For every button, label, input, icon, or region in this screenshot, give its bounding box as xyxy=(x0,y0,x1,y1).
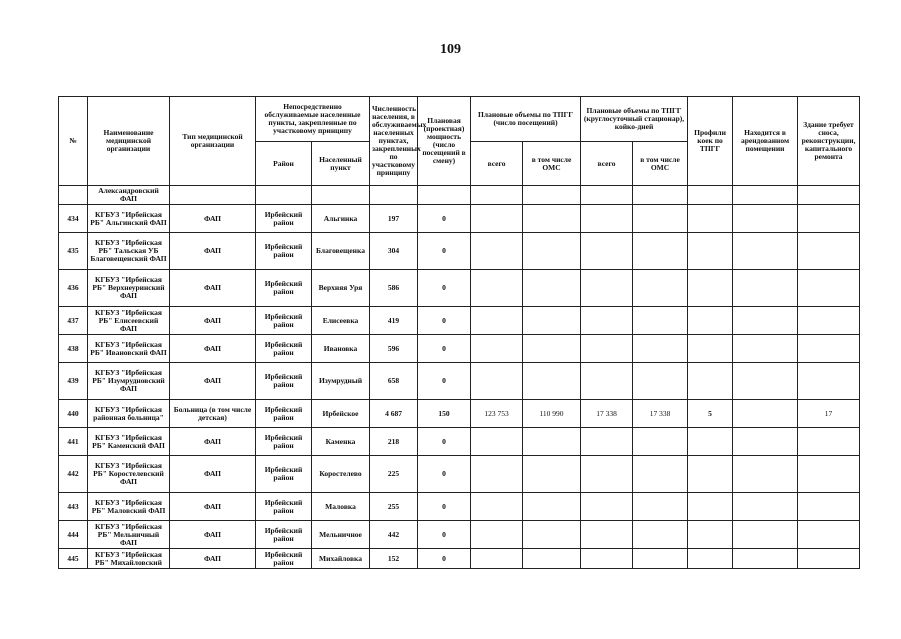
district-cell: Ирбейский район xyxy=(256,428,312,456)
beds-total-cell xyxy=(581,493,633,521)
org-type-cell: ФАП xyxy=(170,549,256,569)
visits-total-cell xyxy=(471,493,523,521)
beds-total-cell xyxy=(581,549,633,569)
header-capacity: Плановая (проектная) мощность (число посещений в смену) xyxy=(418,97,471,186)
beds-oms-cell: 17 338 xyxy=(633,400,688,428)
profile-cell xyxy=(688,363,733,400)
visits-oms-cell xyxy=(523,493,581,521)
org-name-cell: КГБУЗ "Ирбейская РБ" Тальская УБ Благовещенский ФАП xyxy=(88,233,170,270)
beds-oms-cell xyxy=(633,205,688,233)
org-type-cell: Больница (в том числе детская) xyxy=(170,400,256,428)
capacity-cell: 0 xyxy=(418,233,471,270)
org-name-cell: КГБУЗ "Ирбейская РБ" Каменский ФАП xyxy=(88,428,170,456)
locality-cell: Михайловка xyxy=(312,549,370,569)
org-name-cell: КГБУЗ "Ирбейская РБ" Коростелевский ФАП xyxy=(88,456,170,493)
capacity-cell: 0 xyxy=(418,456,471,493)
rented-cell xyxy=(733,456,798,493)
rented-cell xyxy=(733,233,798,270)
header-visits-total: всего xyxy=(471,142,523,186)
table-row xyxy=(59,205,860,233)
no-cell: 435 xyxy=(59,233,88,270)
repair-cell xyxy=(798,335,860,363)
beds-total-cell xyxy=(581,205,633,233)
locality-cell: Елисеевка xyxy=(312,307,370,335)
org-type-cell: ФАП xyxy=(170,521,256,549)
locality-cell: Мельничное xyxy=(312,521,370,549)
district-cell: Ирбейский район xyxy=(256,549,312,569)
header-rented: Находится в арендованном помещении xyxy=(733,97,798,186)
repair-cell: 17 xyxy=(798,400,860,428)
district-cell: Ирбейский район xyxy=(256,521,312,549)
district-cell: Ирбейский район xyxy=(256,493,312,521)
locality-cell: Благовещенка xyxy=(312,233,370,270)
org-name-cell: КГБУЗ "Ирбейская РБ" Изумрудновский ФАП xyxy=(88,363,170,400)
visits-oms-cell xyxy=(523,549,581,569)
repair-cell xyxy=(798,549,860,569)
capacity-cell: 0 xyxy=(418,205,471,233)
visits-total-cell xyxy=(471,549,523,569)
header-org-name: Наименование медицинской организации xyxy=(88,97,170,186)
beds-total-cell xyxy=(581,335,633,363)
header-beds-total: всего xyxy=(581,142,633,186)
header-beds: Плановые объемы по ТПГГ (круглосуточный стационар), койко-дней xyxy=(581,97,688,142)
beds-oms-cell xyxy=(633,233,688,270)
profile-cell xyxy=(688,549,733,569)
visits-oms-cell: 110 990 xyxy=(523,400,581,428)
org-name-cell: КГБУЗ "Ирбейская РБ" Маловский ФАП xyxy=(88,493,170,521)
population-cell: 225 xyxy=(370,456,418,493)
beds-oms-cell xyxy=(633,456,688,493)
header-beds-oms: в том числе ОМС xyxy=(633,142,688,186)
district-cell: Ирбейский район xyxy=(256,363,312,400)
org-name-cell: КГБУЗ "Ирбейская РБ" Ивановский ФАП xyxy=(88,335,170,363)
profile-cell xyxy=(688,456,733,493)
visits-oms-cell xyxy=(523,456,581,493)
org-type-cell: ФАП xyxy=(170,233,256,270)
table-row xyxy=(59,400,860,428)
capacity-cell: 0 xyxy=(418,521,471,549)
org-name-cell: Александровский ФАП xyxy=(88,186,170,205)
table-row xyxy=(59,456,860,493)
org-type-cell: ФАП xyxy=(170,270,256,307)
header-attached: Непосредственно обслуживаемые населенные пункты, закрепленные по участковому принципу xyxy=(256,97,370,142)
visits-total-cell xyxy=(471,521,523,549)
org-type-cell: ФАП xyxy=(170,335,256,363)
no-cell: 445 xyxy=(59,549,88,569)
profile-cell xyxy=(688,521,733,549)
repair-cell xyxy=(798,521,860,549)
profile-cell xyxy=(688,233,733,270)
beds-total-cell xyxy=(581,307,633,335)
repair-cell xyxy=(798,233,860,270)
no-cell: 444 xyxy=(59,521,88,549)
table-row xyxy=(59,307,860,335)
org-name-cell: КГБУЗ "Ирбейская РБ" Михайловский xyxy=(88,549,170,569)
locality-cell: Ирбейское xyxy=(312,400,370,428)
beds-oms-cell xyxy=(633,549,688,569)
profile-cell xyxy=(688,307,733,335)
population-cell: 255 xyxy=(370,493,418,521)
org-type-cell: ФАП xyxy=(170,205,256,233)
visits-total-cell xyxy=(471,270,523,307)
profile-cell xyxy=(688,335,733,363)
beds-total-cell xyxy=(581,456,633,493)
org-type-cell: ФАП xyxy=(170,363,256,400)
beds-total-cell: 17 338 xyxy=(581,400,633,428)
org-name-cell: КГБУЗ "Ирбейская РБ" Елисеевский ФАП xyxy=(88,307,170,335)
header-visits-oms: в том числе ОМС xyxy=(523,142,581,186)
population-cell: 419 xyxy=(370,307,418,335)
header-profile-beds: Профили коек по ТПГГ xyxy=(688,97,733,186)
rented-cell xyxy=(733,493,798,521)
rented-cell xyxy=(733,428,798,456)
table-row xyxy=(59,186,860,205)
locality-cell: Альгинка xyxy=(312,205,370,233)
profile-cell xyxy=(688,205,733,233)
beds-total-cell xyxy=(581,270,633,307)
visits-total-cell: 123 753 xyxy=(471,400,523,428)
header-org-type: Тип медицинской организации xyxy=(170,97,256,186)
table-row xyxy=(59,493,860,521)
visits-oms-cell xyxy=(523,270,581,307)
district-cell: Ирбейский район xyxy=(256,400,312,428)
locality-cell: Коростелево xyxy=(312,456,370,493)
visits-total-cell xyxy=(471,335,523,363)
rented-cell xyxy=(733,400,798,428)
beds-oms-cell xyxy=(633,270,688,307)
no-cell: 438 xyxy=(59,335,88,363)
table-row xyxy=(59,549,860,569)
beds-total-cell xyxy=(581,521,633,549)
visits-total-cell xyxy=(471,363,523,400)
district-cell: Ирбейский район xyxy=(256,456,312,493)
visits-oms-cell xyxy=(523,335,581,363)
no-cell: 437 xyxy=(59,307,88,335)
header-no: № xyxy=(59,97,88,186)
visits-oms-cell xyxy=(523,521,581,549)
population-cell: 4 687 xyxy=(370,400,418,428)
locality-cell: Верхняя Уря xyxy=(312,270,370,307)
profile-cell xyxy=(688,270,733,307)
no-cell: 441 xyxy=(59,428,88,456)
table-row xyxy=(59,363,860,400)
population-cell: 218 xyxy=(370,428,418,456)
district-cell: Ирбейский район xyxy=(256,233,312,270)
org-type-cell: ФАП xyxy=(170,428,256,456)
org-name-cell: КГБУЗ "Ирбейская РБ" Мельничный ФАП xyxy=(88,521,170,549)
repair-cell xyxy=(798,205,860,233)
population-cell: 197 xyxy=(370,205,418,233)
visits-oms-cell xyxy=(523,307,581,335)
visits-total-cell xyxy=(471,428,523,456)
rented-cell xyxy=(733,521,798,549)
capacity-cell: 0 xyxy=(418,307,471,335)
no-cell: 440 xyxy=(59,400,88,428)
beds-oms-cell xyxy=(633,307,688,335)
page-number: 109 xyxy=(440,42,461,57)
org-type-cell: ФАП xyxy=(170,307,256,335)
facilities-table xyxy=(58,96,860,569)
table-row xyxy=(59,428,860,456)
visits-total-cell xyxy=(471,307,523,335)
table-row xyxy=(59,521,860,549)
beds-oms-cell xyxy=(633,335,688,363)
org-type-cell: ФАП xyxy=(170,456,256,493)
rented-cell xyxy=(733,549,798,569)
beds-oms-cell xyxy=(633,493,688,521)
org-name-cell: КГБУЗ "Ирбейская РБ" Альгинский ФАП xyxy=(88,205,170,233)
locality-cell: Ивановка xyxy=(312,335,370,363)
district-cell: Ирбейский район xyxy=(256,335,312,363)
visits-total-cell xyxy=(471,456,523,493)
beds-oms-cell xyxy=(633,521,688,549)
beds-oms-cell xyxy=(633,363,688,400)
capacity-cell: 0 xyxy=(418,493,471,521)
capacity-cell: 0 xyxy=(418,335,471,363)
profile-cell: 5 xyxy=(688,400,733,428)
population-cell: 596 xyxy=(370,335,418,363)
locality-cell: Каменка xyxy=(312,428,370,456)
locality-cell: Изумрудный xyxy=(312,363,370,400)
header-visits: Плановые объемы по ТПГГ (число посещений) xyxy=(471,97,581,142)
capacity-cell: 150 xyxy=(418,400,471,428)
rented-cell xyxy=(733,307,798,335)
capacity-cell: 0 xyxy=(418,363,471,400)
org-type-cell: ФАП xyxy=(170,493,256,521)
no-cell: 442 xyxy=(59,456,88,493)
rented-cell xyxy=(733,270,798,307)
beds-oms-cell xyxy=(633,428,688,456)
visits-oms-cell xyxy=(523,205,581,233)
capacity-cell: 0 xyxy=(418,428,471,456)
population-cell: 152 xyxy=(370,549,418,569)
repair-cell xyxy=(798,307,860,335)
repair-cell xyxy=(798,428,860,456)
no-cell: 443 xyxy=(59,493,88,521)
repair-cell xyxy=(798,270,860,307)
locality-cell: Маловка xyxy=(312,493,370,521)
capacity-cell: 0 xyxy=(418,549,471,569)
population-cell: 586 xyxy=(370,270,418,307)
rented-cell xyxy=(733,205,798,233)
header-district: Район xyxy=(256,142,312,186)
table-row xyxy=(59,270,860,307)
table-row xyxy=(59,335,860,363)
org-name-cell: КГБУЗ "Ирбейская РБ" Верхнеуринский ФАП xyxy=(88,270,170,307)
beds-total-cell xyxy=(581,363,633,400)
population-cell: 442 xyxy=(370,521,418,549)
capacity-cell: 0 xyxy=(418,270,471,307)
repair-cell xyxy=(798,493,860,521)
district-cell: Ирбейский район xyxy=(256,307,312,335)
profile-cell xyxy=(688,493,733,521)
beds-total-cell xyxy=(581,428,633,456)
district-cell: Ирбейский район xyxy=(256,205,312,233)
header-repair: Здание требует сноса, реконструкции, капитального ремонта xyxy=(798,97,860,186)
visits-oms-cell xyxy=(523,428,581,456)
repair-cell xyxy=(798,456,860,493)
district-cell: Ирбейский район xyxy=(256,270,312,307)
header-locality: Населенный пункт xyxy=(312,142,370,186)
table-row xyxy=(59,233,860,270)
visits-oms-cell xyxy=(523,233,581,270)
rented-cell xyxy=(733,363,798,400)
visits-oms-cell xyxy=(523,363,581,400)
no-cell: 434 xyxy=(59,205,88,233)
population-cell: 304 xyxy=(370,233,418,270)
repair-cell xyxy=(798,363,860,400)
header-population: Численность населения, в обслуживаемых населенных пунктах, закрепленных по участковому принципу xyxy=(370,97,418,186)
profile-cell xyxy=(688,428,733,456)
no-cell: 436 xyxy=(59,270,88,307)
no-cell: 439 xyxy=(59,363,88,400)
beds-total-cell xyxy=(581,233,633,270)
visits-total-cell xyxy=(471,205,523,233)
population-cell: 658 xyxy=(370,363,418,400)
visits-total-cell xyxy=(471,233,523,270)
rented-cell xyxy=(733,335,798,363)
org-name-cell: КГБУЗ "Ирбейская районная больница" xyxy=(88,400,170,428)
